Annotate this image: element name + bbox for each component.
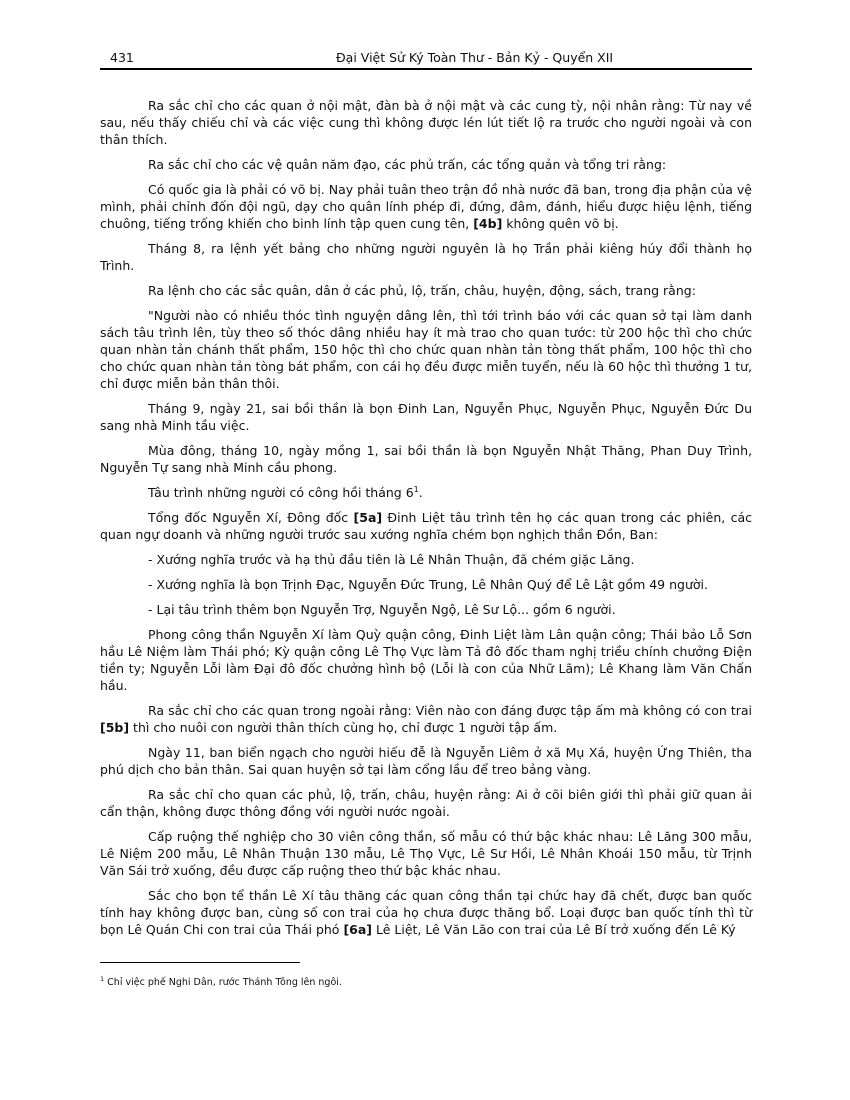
- paragraph: "Người nào có nhiều thóc tình nguyện dâng lên, thì tới trình báo với các quan sở tại làm danh sách tâu trình lên, tùy theo số thóc dâng nhiều hay ít mà trao cho quan tước: từ 200 hộc thì cho chức quan nhàn tản chánh thất phẩm, 150 hộc thì cho chức quan nhàn tản tòng thất phẩm, 100 hộc thì cho cho chức quan nhàn tản tòng bát phẩm, con cái họ đều được miễn tuyển, nếu là 60 hộc thì thưởng 1 tư, chỉ được miễn bản thân thôi.: [100, 308, 752, 391]
- running-title: Đại Việt Sử Ký Toàn Thư - Bản Kỷ - Quyển XII: [336, 50, 614, 65]
- paragraph: Tháng 8, ra lệnh yết bảng cho những người nguyên là họ Trần phải kiêng húy đổi thành họ Trình.: [100, 241, 752, 273]
- paragraph: Tâu trình những người có công hồi tháng $6^1$.: [148, 484, 423, 500]
- header-rule: [100, 68, 752, 70]
- paragraph: Ngày 11, ban biển ngạch cho người hiếu đễ là Nguyễn Liêm ở xã Mụ Xá, huyện Ứng Thiên, tha phú dịch cho bản thân. Sai quan huyện sở tại làm cổng lầu để treo bảng vàng.: [100, 745, 752, 777]
- paragraph: Ra sắc chỉ cho các quan trong ngoài rằng: Viên nào con đáng được tập ấm mà không có con trai [5b] thì cho nuôi con người thân thích cùng họ, chỉ được 1 người tập ấm.: [100, 703, 752, 735]
- footnote-separator: [100, 962, 300, 963]
- list-item: - Xướng nghĩa trước và hạ thủ đầu tiên là Lê Nhân Thuận, đã chém giặc Lăng.: [148, 552, 635, 567]
- folio-marker: [5a]: [353, 510, 383, 525]
- paragraph: Ra sắc chỉ cho quan các phủ, lộ, trấn, châu, huyện rằng: Ai ở cõi biên giới thì phải giữ quan ải cẩn thận, không được thông đồng với người nước ngoài.: [100, 787, 752, 819]
- paragraph: Có quốc gia là phải có võ bị. Nay phải tuân theo trận đồ nhà nước đã ban, trong địa phận của vệ mình, phải chỉnh đốn đội ngũ, dạy cho quân lính phép đi, đứng, đâm, đánh, hiểu được hiệu lệnh, tiếng chuông, tiếng trống khiến cho binh lính tập quen cung tên, [4b] không quên võ bị.: [100, 182, 752, 231]
- folio-marker: [5b]: [100, 720, 130, 735]
- paragraph: Cấp ruộng thế nghiệp cho 30 viên công thần, số mẫu có thứ bậc khác nhau: Lê Lăng 300 mẫu, Lê Niệm 200 mẫu, Lê Nhân Thuận 130 mẫu, Lê Thọ Vực, Lê Sư Hồi, Lê Nhân Khoái 150 mẫu, từ Trịnh Văn Sái trở xuống, đều được cấp ruộng theo thứ bậc khác nhau.: [100, 829, 752, 878]
- page-header: [100, 48, 752, 68]
- paragraph: Tháng 9, ngày 21, sai bồi thần là bọn Đinh Lan, Nguyễn Phục, Nguyễn Phục, Nguyễn Đức Du sang nhà Minh tầu việc.: [100, 401, 752, 433]
- paragraph: Phong công thần Nguyễn Xí làm Quỳ quận công, Đinh Liệt làm Lân quận công; Thái bảo Lỗ Sơn hầu Lê Niệm làm Thái phó; Kỳ quận công Lê Thọ Vực làm Tả đô đốc tham nghị triều chính chưởng Điện tiền ty; Nguyễn Lỗi làm Đại đô đốc chưởng hình bộ (Lỗi là con của Nhữ Lãm); Lê Khang làm Văn Chấn hầu.: [100, 627, 752, 693]
- paragraph: Ra sắc chỉ cho các vệ quân năm đạo, các phủ trấn, các tổng quản và tổng tri rằng:: [148, 157, 667, 172]
- footnote-ref[interactable]: 1: [413, 484, 419, 494]
- paragraph: Mùa đông, tháng 10, ngày mồng 1, sai bồi thần là bọn Nguyễn Nhật Thăng, Phan Duy Trình, Nguyễn Tự sang nhà Minh cầu phong.: [100, 443, 752, 475]
- paragraph: Ra sắc chỉ cho các quan ở nội mật, đàn bà ở nội mật và các cung tỳ, nội nhân rằng: Từ nay về sau, nếu thấy chiếu chỉ và các việc cung thì không được lén lút tiết lộ ra trước cho người ngoài và con thân thích.: [100, 98, 752, 147]
- footnote: [100, 974, 752, 989]
- footnote-text: Chỉ việc phế Nghi Dân, rước Thánh Tông lên ngôi.: [104, 977, 342, 988]
- list-item: - Xướng nghĩa là bọn Trịnh Đạc, Nguyễn Đức Trung, Lê Nhân Quý để Lê Lật gồm 49 người.: [148, 577, 708, 592]
- paragraph: Sắc cho bọn tể thần Lê Xí tâu thăng các quan công thần tại chức hay đã chết, được ban quốc tính hay không được ban, cùng số con trai của họ chưa được thăng bổ. Loại được ban quốc tính thì từ bọn Lê Quán Chi con trai của Thái phó [6a] Lê Liệt, Lê Văn Lão con trai của Lê Bí trở xuống đến Lê Ký: [100, 888, 752, 937]
- footnote-marker: 1: [100, 974, 105, 983]
- paragraph: Ra lệnh cho các sắc quân, dân ở các phủ, lộ, trấn, châu, huyện, động, sách, trang rằng:: [148, 283, 696, 298]
- paragraph: Tổng đốc Nguyễn Xí, Đông đốc [5a] Đinh Liệt tâu trình tên họ các quan trong các phiên, các quan ngự doanh và những người trước sau xướng nghĩa chém bọn nghịch thần Đồn, Ban:: [100, 510, 752, 542]
- folio-marker: [4b]: [473, 216, 503, 231]
- list-item: - Lại tâu trình thêm bọn Nguyễn Trợ, Nguyễn Ngộ, Lê Sư Lộ... gồm 6 người.: [148, 602, 616, 617]
- main-text: [100, 97, 752, 938]
- folio-marker: [6a]: [343, 922, 372, 937]
- page-number: 431: [110, 50, 134, 65]
